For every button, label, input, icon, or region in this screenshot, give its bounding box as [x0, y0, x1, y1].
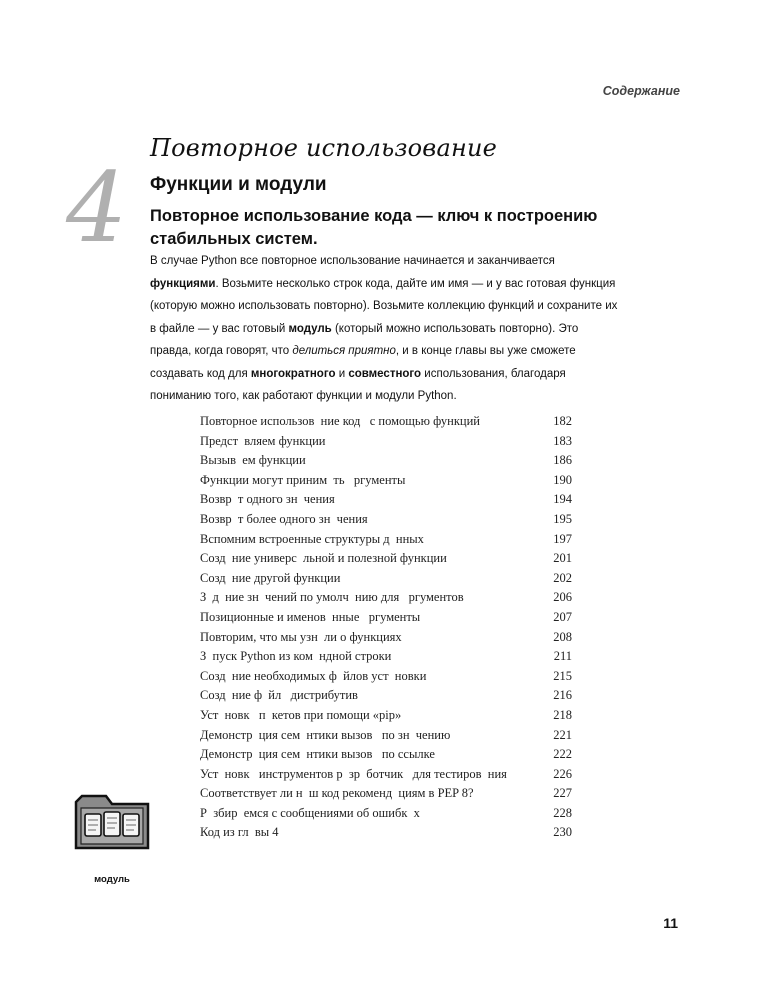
toc-entry [200, 765, 572, 785]
toc-entry-title: Соответствует ли н ш код рекоменд циям в PEP 8? [200, 786, 474, 801]
term-module: модуль [288, 322, 332, 335]
toc-entry-page: 194 [553, 492, 572, 507]
toc-entry-page: 221 [553, 727, 572, 742]
chapter-title: Функции и модули [150, 174, 327, 195]
toc-entry [200, 510, 572, 530]
toc-entry [200, 745, 572, 765]
toc-entry-page: 218 [553, 707, 572, 722]
intro-paragraph: В случае Python все повторное использование начинается и заканчивается функциями. Возьмите несколько строк кода, дайте им имя — и у вас готовая функция (которую можно использовать повторно). Возьмите коллекцию функций и сохраните их в файле — у вас готовый модуль (который можно использовать повторно). Это правда, когда говорят, что делиться приятно, и в конце главы вы уже сможете создавать код для многократного и совместного использования, благодаря пониманию того, как работают функции и модули Python. [150, 255, 618, 402]
toc-entry-page: 186 [553, 453, 572, 468]
toc-entry [200, 451, 572, 471]
term-reuse: многократного [250, 367, 336, 380]
toc-entry-page: 228 [553, 805, 572, 820]
page-number: 11 [663, 915, 678, 931]
toc-entry-page: 197 [553, 531, 572, 546]
toc-entry [200, 628, 572, 648]
chapter-number: 4 [66, 152, 128, 264]
chapter-handwritten-title: Повторное использование [150, 134, 498, 162]
table-of-contents [200, 412, 572, 843]
toc-entry-page: 202 [553, 570, 572, 585]
toc-entry-page: 201 [553, 551, 572, 566]
toc-entry [200, 823, 572, 843]
toc-entry [200, 471, 572, 491]
toc-entry-title: Демонстр ция сем нтики вызов по зн чению [200, 727, 451, 742]
toc-entry-title: Вспомним встроенные структуры д нных [200, 531, 424, 546]
toc-entry-title: Созд ние необходимых ф йлов уст новки [200, 668, 427, 683]
module-caption: модуль [94, 874, 130, 885]
toc-entry-title: Созд ние другой функции [200, 570, 341, 585]
toc-entry [200, 726, 572, 746]
toc-entry-title: Повторное использов ние код с помощью функций [200, 414, 480, 428]
module-folder-icon [72, 790, 152, 852]
phrase-share: делиться приятно [292, 345, 396, 357]
toc-entry [200, 608, 572, 628]
term-functions: функциями [150, 277, 216, 290]
toc-entry [200, 432, 572, 452]
toc-entry-page: 230 [553, 825, 572, 840]
toc-entry-page: 226 [553, 766, 572, 781]
running-header: Содержание [602, 84, 680, 98]
toc-entry-title: Возвр т одного зн чения [200, 492, 335, 507]
toc-entry-title: Возвр т более одного зн чения [200, 511, 368, 526]
toc-entry [200, 588, 572, 608]
toc-entry-page: 216 [553, 688, 572, 703]
toc-entry-title: Позиционные и именов нные ргументы [200, 609, 421, 624]
toc-entry-title: Созд ние ф йл дистрибутив [200, 688, 358, 703]
toc-entry [200, 706, 572, 726]
toc-entry-page: 183 [553, 433, 572, 448]
toc-entry [200, 549, 572, 569]
toc-entry-title: Уст новк п кетов при помощи «pip» [200, 707, 402, 722]
toc-entry-page: 190 [553, 472, 572, 487]
toc-entry-title: Функции могут приним ть ргументы [200, 472, 406, 487]
toc-entry-title: Вызыв ем функции [200, 453, 306, 468]
toc-entry-page: 182 [553, 414, 572, 428]
toc-entry-title: З д ние зн чений по умолч нию для ргументов [200, 590, 464, 605]
toc-entry [200, 804, 572, 824]
toc-entry-title: Созд ние универс льной и полезной функции [200, 551, 447, 566]
toc-entry-title: Код из гл вы 4 [200, 825, 279, 840]
toc-entry [200, 569, 572, 589]
toc-entry-title: Уст новк инструментов р зр ботчик для тестиров ния [200, 766, 507, 781]
toc-entry-title: Предст вляем функции [200, 433, 326, 448]
toc-entry [200, 530, 572, 550]
toc-entry-page: 227 [553, 786, 572, 801]
toc-entry-page: 206 [553, 590, 572, 605]
toc-entry-title: Демонстр ция сем нтики вызов по ссылке [200, 747, 435, 762]
toc-entry-page: 222 [553, 747, 572, 762]
toc-entry-page: 195 [553, 511, 572, 526]
toc-entry-title: Р збир емся с сообщениями об ошибк х [200, 805, 420, 820]
chapter-subtitle: Повторное использование кода — ключ к построению стабильных систем. [150, 207, 598, 248]
toc-entry [200, 490, 572, 510]
toc-entry [200, 412, 572, 432]
toc-entry [200, 784, 572, 804]
toc-entry-page: 208 [553, 629, 572, 644]
toc-entry [200, 686, 572, 706]
toc-entry-page: 215 [553, 668, 572, 683]
toc-entry-title: З пуск Python из ком ндной строки [200, 649, 392, 664]
toc-entry-page: 211 [553, 649, 572, 664]
toc-entry-title: Повторим, что мы узн ли о функциях [200, 629, 402, 644]
term-shared: совместного [348, 367, 422, 380]
toc-entry [200, 667, 572, 687]
toc-entry [200, 647, 572, 667]
toc-entry-page: 207 [553, 609, 572, 624]
